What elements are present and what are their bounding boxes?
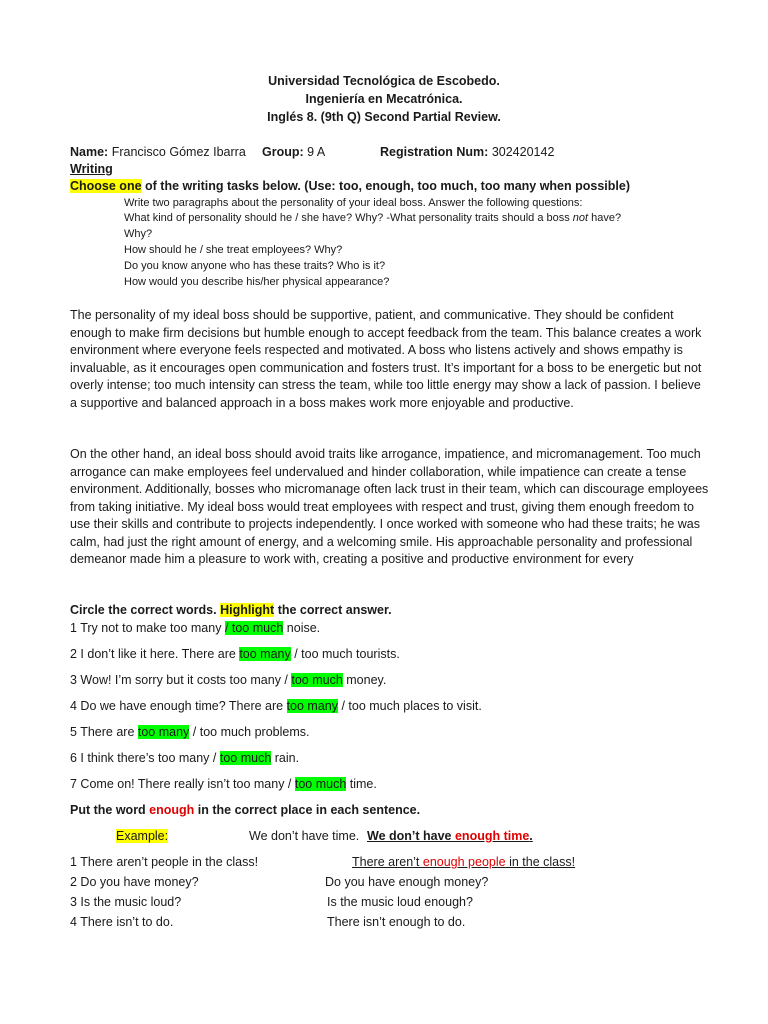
enough-item-3-question: 3 Is the music loud? [70,895,182,909]
group-value: 9 A [307,145,326,159]
exercise-item-6 [70,751,299,765]
exercise-item-7 [70,777,377,791]
writing-heading: Writing [70,162,113,176]
university-title: Universidad Tecnológica de Escobedo. [268,74,500,88]
heading-text: in the correct place in each sentence. [194,803,421,817]
exercise-item-2 [70,647,400,661]
item-text: 2 I don’t like it here. There are [70,647,240,661]
enough-item-2-answer: Do you have enough money? [325,875,489,889]
group-row [262,145,325,159]
answer-highlight: too many [239,647,291,661]
enough-item-1-question: 1 There aren’t people in the class! [70,855,259,869]
answer-highlight: too many [137,725,190,739]
student-name-row [70,145,246,159]
circle-heading [70,603,392,617]
item-text: 5 There are [70,725,138,739]
highlight-word: Highlight [220,603,275,617]
exercise-item-3 [70,673,386,687]
enough-item-4-answer: There isn’t enough to do. [327,915,466,929]
choose-one-highlight: Choose one [70,179,142,193]
answer-text: . [529,829,533,843]
answer-highlight: too much [294,777,347,791]
exercise-item-5 [70,725,310,739]
item-text: money. [342,673,387,687]
example-question: We don’t have time. [249,829,360,843]
answer-highlight: too many [286,699,338,713]
registration-value: 302420142 [491,145,555,159]
answer-text: There aren’t [352,855,423,869]
task-line: How would you describe his/her physical appearance? [124,276,390,288]
task-line [124,212,621,224]
task-line: Why? [124,228,153,240]
registration-label: Registration Num: [380,145,489,159]
item-text: time. [346,777,377,791]
essay-paragraph-1 [70,307,710,412]
answer-text: We don’t have [367,829,455,843]
task-line: How should he / she treat employees? Why? [124,244,343,256]
item-text: rain. [271,751,300,765]
answer-red: enough time [454,829,530,843]
enough-item-3-answer: Is the music loud enough? [327,895,473,909]
example-label [116,829,168,843]
task-line: Do you know anyone who has these traits? Who is it? [124,260,386,272]
paragraph-text: On the other hand, an ideal boss should avoid traits like arrogance, impatience, and micromanagement. Too much arrogance can make employees feel undervalued and hinder collaboration, while impatience can create a tense environment. Additionally, bosses who micromanage often lack trust in their team, which can discourage employees from taking initiative. My ideal boss would treat employees with respect and trust, giving them enough freedom to use their skills and contribute to projects independently. I once worked with someone who had these traits; he was calm, had just the right amount of energy, and a welcoming smile. His approachable personality and professional demeanor made him a pleasure to work with, creating a positive and productive environment for every [70,447,709,566]
task-text: What kind of personality should he / she have? Why? -What personality traits should a boss [124,212,573,224]
answer-highlight: too much [291,673,343,687]
heading-text: Circle the correct words. [70,603,221,617]
item-text: noise. [283,621,321,635]
enough-item-2-question: 2 Do you have money? [70,875,199,889]
item-text: / too much problems. [189,725,310,739]
group-label: Group: [262,145,304,159]
heading-red-word: enough [149,803,195,817]
enough-heading [70,803,420,817]
course-title: Inglés 8. (9th Q) Second Partial Review. [267,110,501,124]
name-value: Francisco Gómez Ibarra [111,145,246,159]
example-label-text: Example: [116,829,169,843]
task-text: have? [588,212,622,224]
example-answer [367,829,533,843]
essay-paragraph-2 [70,446,710,569]
item-text: 6 I think there’s too many / [70,751,220,765]
item-text: 1 Try not to make too many [70,621,225,635]
name-label: Name: [70,145,109,159]
answer-highlight: too much [219,751,272,765]
item-text: 4 Do we have enough time? There are [70,699,287,713]
heading-text: the correct answer. [274,603,392,617]
task-line: Write two paragraphs about the personality of your ideal boss. Answer the following questions: [124,197,583,209]
answer-highlight: / too much [224,621,284,635]
enough-item-1-answer [338,855,575,869]
exercise-item-1 [70,621,320,635]
exercise-item-4 [70,699,482,713]
writing-instruction [70,179,630,193]
item-text: 3 Wow! I’m sorry but it costs too many / [70,673,292,687]
item-text: 7 Come on! There really isn’t too many / [70,777,295,791]
enough-item-4-question: 4 There isn’t to do. [70,915,174,929]
item-text: / too much tourists. [290,647,400,661]
paragraph-text: The personality of my ideal boss should be supportive, patient, and communicative. They should be confident enough to make firm decisions but humble enough to accept feedback from the team. This balance creates a work environment where everyone feels respected and motivated. A boss who listens actively and shows empathy is invaluable, as it encourages open communication and fosters trust. It’s important for a boss to be energetic but not overly intense; too much intensity can stress the team, while too little energy may show a lack of passion. I believe a supportive and balanced approach in a boss makes work more enjoyable and productive. [70,308,702,410]
answer-text: in the class! [505,855,576,869]
heading-text: Put the word [70,803,150,817]
registration-row [380,145,554,159]
program-title: Ingeniería en Mecatrónica. [305,92,463,106]
instruction-text: of the writing tasks below. (Use: too, enough, too much, too many when possible) [141,179,630,193]
item-text: / too much places to visit. [338,699,482,713]
task-text-italic: not [572,212,589,224]
answer-red: enough people [422,855,506,869]
